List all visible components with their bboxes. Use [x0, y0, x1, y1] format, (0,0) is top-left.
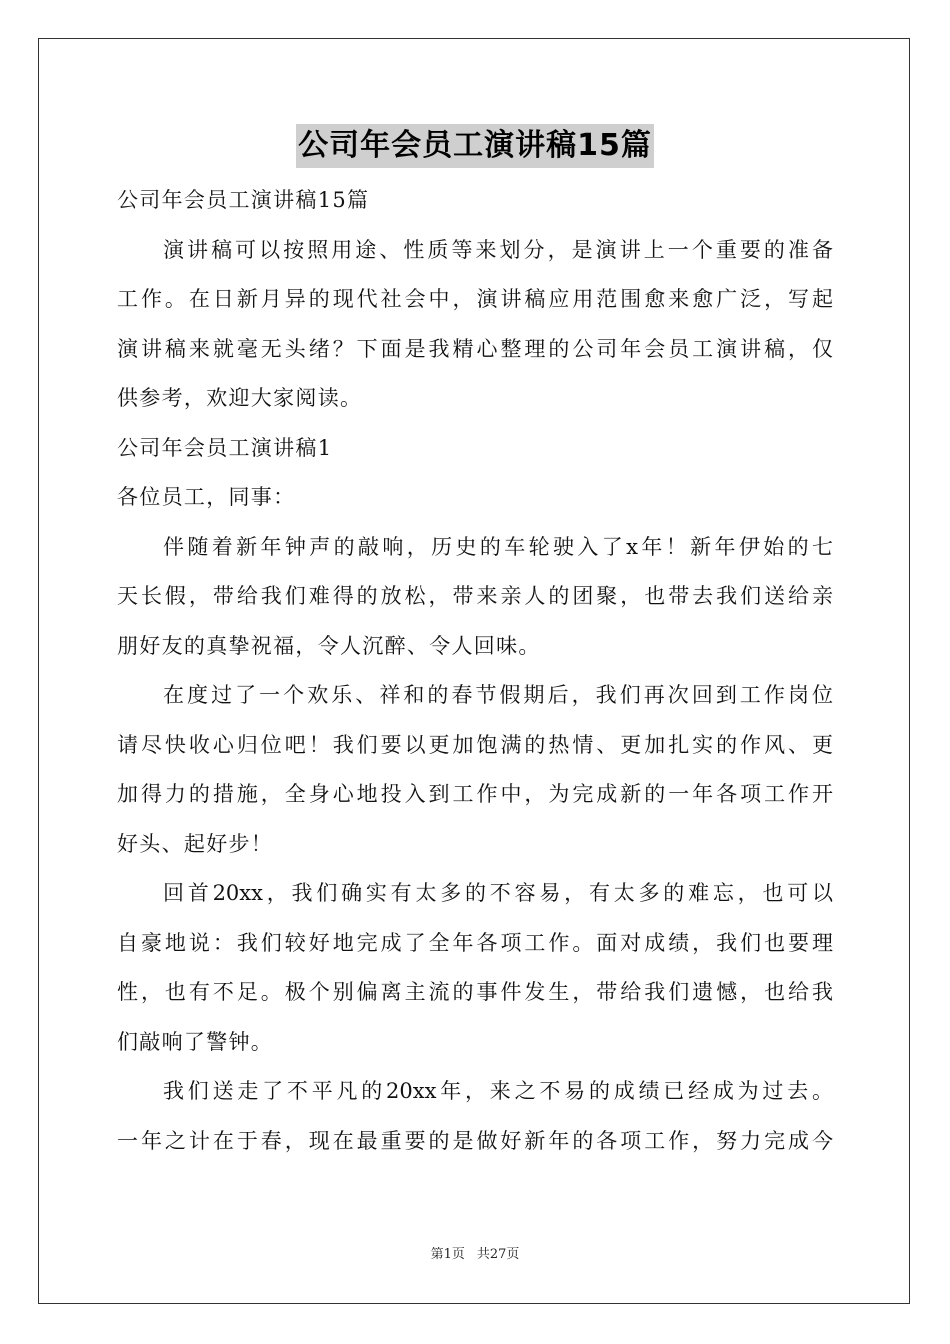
- paragraph-line: 请尽快收心归位吧！我们要以更加饱满的热情、更加扎实的作风、更: [117, 732, 833, 757]
- page-total: 共27页: [476, 1247, 520, 1262]
- paragraph-line: 天长假，带给我们难得的放松，带来亲人的团聚，也带去我们送给亲: [117, 584, 833, 608]
- subtitle-line: 公司年会员工演讲稿15篇: [117, 188, 370, 212]
- paragraph-line: 自豪地说：我们较好地完成了全年各项工作。面对成绩，我们也要理: [117, 930, 833, 955]
- page-number: 第1页: [430, 1247, 465, 1262]
- paragraph-line: 加得力的措施，全身心地投入到工作中，为完成新的一年各项工作开: [117, 782, 833, 806]
- paragraph-line: 一年之计在于春，现在最重要的是做好新年的各项工作，努力完成今: [117, 1128, 833, 1153]
- section-heading: 公司年会员工演讲稿1: [117, 435, 333, 460]
- paragraph-line: 好头、起好步！: [117, 831, 274, 856]
- paragraph-line: 在度过了一个欢乐、祥和的春节假期后，我们再次回到工作岗位: [163, 683, 833, 707]
- paragraph-line: 演讲稿来就毫无头绪？下面是我精心整理的公司年会员工演讲稿，仅: [117, 336, 833, 361]
- paragraph-line: 回首20xx，我们确实有太多的不容易，有太多的难忘，也可以: [163, 881, 833, 905]
- document-title-text: 公司年会员工演讲稿15篇: [296, 124, 654, 168]
- paragraph-line: 演讲稿可以按照用途、性质等来划分，是演讲上一个重要的准备: [163, 237, 833, 262]
- salutation-line: 各位员工，同事：: [117, 485, 296, 509]
- document-title: [0, 124, 950, 168]
- paragraph-line: 伴随着新年钟声的敲响，历史的车轮驶入了x年！新年伊始的七: [163, 534, 833, 559]
- paragraph-line: 工作。在日新月异的现代社会中，演讲稿应用范围愈来愈广泛，写起: [117, 287, 833, 311]
- paragraph-line: 供参考，欢迎大家阅读。: [117, 386, 363, 410]
- paragraph-line: 性，也有不足。极个别偏离主流的事件发生，带给我们遗憾，也给我: [117, 980, 833, 1004]
- page-footer: [0, 1246, 950, 1264]
- paragraph-line: 朋好友的真挚祝福，令人沉醉、令人回味。: [117, 633, 541, 658]
- paragraph-line: 们敲响了警钟。: [117, 1029, 274, 1054]
- paragraph-line: 我们送走了不平凡的20xx年，来之不易的成绩已经成为过去。: [163, 1079, 833, 1103]
- document-body: [117, 176, 833, 1166]
